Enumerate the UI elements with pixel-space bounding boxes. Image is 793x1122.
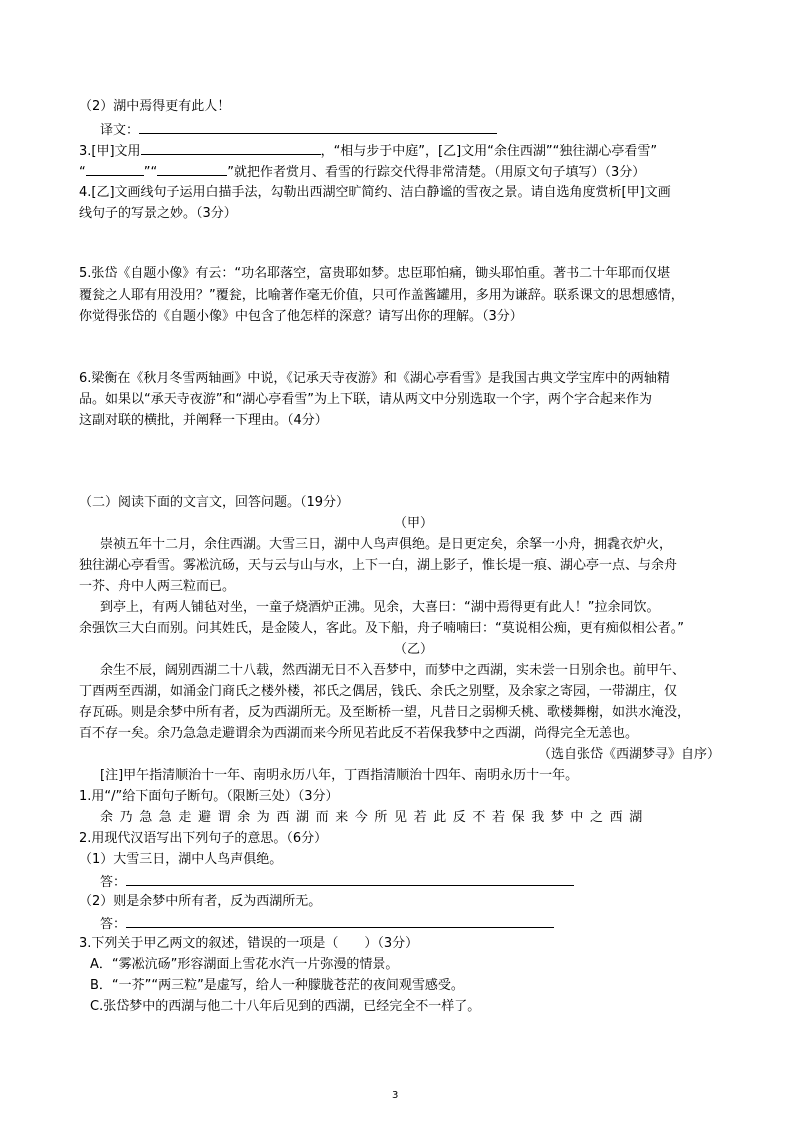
yi-l1: 余生不辰，阔别西湖二十八载，然西湖无日不入吾梦中，而梦中之西湖，实未尝一日别余也。前甲午、 <box>100 663 686 678</box>
translation-label: 译文： <box>100 123 140 138</box>
translation-blank[interactable] <box>139 121 497 134</box>
q2-translation-line <box>100 121 497 139</box>
label-yi: （乙） <box>394 642 434 657</box>
q3-blank-1[interactable] <box>141 142 321 155</box>
answer-label: 答： <box>100 917 127 932</box>
q3-line2-b: ”“ <box>143 165 158 180</box>
q3-line1 <box>79 142 657 160</box>
q3-option-b: B．“一芥”“两三粒”是虚写，给人一种朦胧苍茫的夜间观雪感受。 <box>90 978 464 993</box>
yi-l3: 存瓦砾。则是余梦中所有者，反为西湖所无。及至断桥一望，凡昔日之弱柳夭桃、歌楼舞榭，如洪水淹没， <box>79 705 691 720</box>
section2-heading: （二）阅读下面的文言文，回答问题。（19分） <box>79 495 350 510</box>
q6-line3: 这副对联的横批，并阐释一下理由。（4分） <box>79 413 328 428</box>
q1-sentence: 余乃急急走避谓余为西湖而来今所见若此反不若保我梦中之西湖 <box>100 810 649 825</box>
q6-line2: 品。如果以“承天寺夜游”和“湖心亭看雪”为上下联，请从两文中分别选取一个字，两个字合起来作为 <box>79 392 652 407</box>
jia-p2-l1: 到亭上，有两人铺毡对坐，一童子烧酒炉正沸。见余，大喜曰：“湖中焉得更有此人！”拉余同饮。 <box>100 600 660 615</box>
q6-line1: 6.梁衡在《秋月冬雪两轴画》中说，《记承天寺夜游》和《湖心亭看雪》是我国古典文学宝库中的两轴精 <box>79 371 670 386</box>
q3-prompt: 3.下列关于甲乙两文的叙述，错误的一项是（ ）（3分） <box>79 936 419 951</box>
q3-line2 <box>79 163 645 181</box>
yi-l4: 百不存一矣。余乃急急走避谓余为西湖而来今所见若此反不若保我梦中之西湖，尚得完全无恙也。 <box>79 726 639 741</box>
q1-prompt: 1.用“/”给下面句子断句。（限断三处）（3分） <box>79 789 339 804</box>
yi-l2: 丁酉两至西湖，如涌金门商氏之楼外楼，祁氏之偶居，钱氏、余氏之别墅，及余家之寄园，一带湖庄，仅 <box>79 684 678 699</box>
q2-answer2-line <box>100 915 554 933</box>
answer-blank-2[interactable] <box>126 915 554 928</box>
q3-option-c: C.张岱梦中的西湖与他二十八年后见到的西湖，已经完全不一样了。 <box>90 999 481 1014</box>
q3-blank-3[interactable] <box>157 163 227 176</box>
q2-prompt: 2.用现代汉语写出下列句子的意思。（6分） <box>79 831 328 846</box>
q3-line1-a: 3.[甲]文用 <box>79 144 141 159</box>
q4-line2: 线句子的写景之妙。（3分） <box>79 206 237 221</box>
jia-p1-l3: 一芥、舟中人两三粒而已。 <box>79 579 236 594</box>
label-jia: （甲） <box>394 516 434 531</box>
q3-line2-a: “ <box>79 165 86 180</box>
answer-blank-1[interactable] <box>126 873 574 886</box>
q2-item2-text: （2）湖中焉得更有此人！ <box>79 99 231 114</box>
q3-blank-2[interactable] <box>86 163 144 176</box>
source-citation: （选自张岱《西湖梦寻》自序） <box>538 747 721 762</box>
q2-item1: （1）大雪三日，湖中人鸟声俱绝。 <box>79 852 283 867</box>
q2-answer1-line <box>100 873 574 891</box>
q3-option-a: A．“雾凇沆砀”形容湖面上雪花水汽一片弥漫的情景。 <box>90 957 399 972</box>
q5-line1: 5.张岱《自题小像》有云：“功名耶落空，富贵耶如梦。忠臣耶怕痛，锄头耶怕重。著书二十年耶而仅堪 <box>79 266 671 281</box>
footnote: [注]甲午指清顺治十一年、南明永历八年，丁酉指清顺治十四年、南明永历十一年。 <box>100 768 579 783</box>
q3-line1-b: ，“相与步于中庭”，[乙]文用“余住西湖”“独往湖心亭看雪” <box>320 144 658 159</box>
q4-line1: 4.[乙]文画线句子运用白描手法，勾勒出西湖空旷简约、洁白静谧的雪夜之景。请自选角度赏析[甲]文画 <box>79 185 671 200</box>
q3-line2-c: ”就把作者赏月、看雪的行踪交代得非常清楚。（用原文句子填写）（3分） <box>227 165 646 180</box>
jia-p1-l2: 独往湖心亭看雪。雾凇沆砀，天与云与山与水，上下一白，湖上影子，惟长堤一痕、湖心亭一点、与余舟 <box>79 558 678 573</box>
jia-p2-l2: 余强饮三大白而别。问其姓氏，是金陵人，客此。及下船，舟子喃喃曰：“莫说相公痴，更有痴似相公者。” <box>79 621 684 636</box>
q5-line2: 覆瓮之人耶有用没用？”覆瓮，比喻著作毫无价值，只可作盖酱罐用，多用为谦辞。联系课文的思想感情， <box>79 288 684 303</box>
q2-item2: （2）则是余梦中所有者，反为西湖所无。 <box>79 894 322 909</box>
jia-p1-l1: 崇祯五年十二月，余住西湖。大雪三日，湖中人鸟声俱绝。是日更定矣，余拏一小舟，拥毳衣炉火， <box>100 537 673 552</box>
page-number: 3 <box>392 1090 399 1101</box>
answer-label: 答： <box>100 875 127 890</box>
q5-line3: 你觉得张岱的《自题小像》中包含了他怎样的深意？请写出你的理解。（3分） <box>79 309 523 324</box>
